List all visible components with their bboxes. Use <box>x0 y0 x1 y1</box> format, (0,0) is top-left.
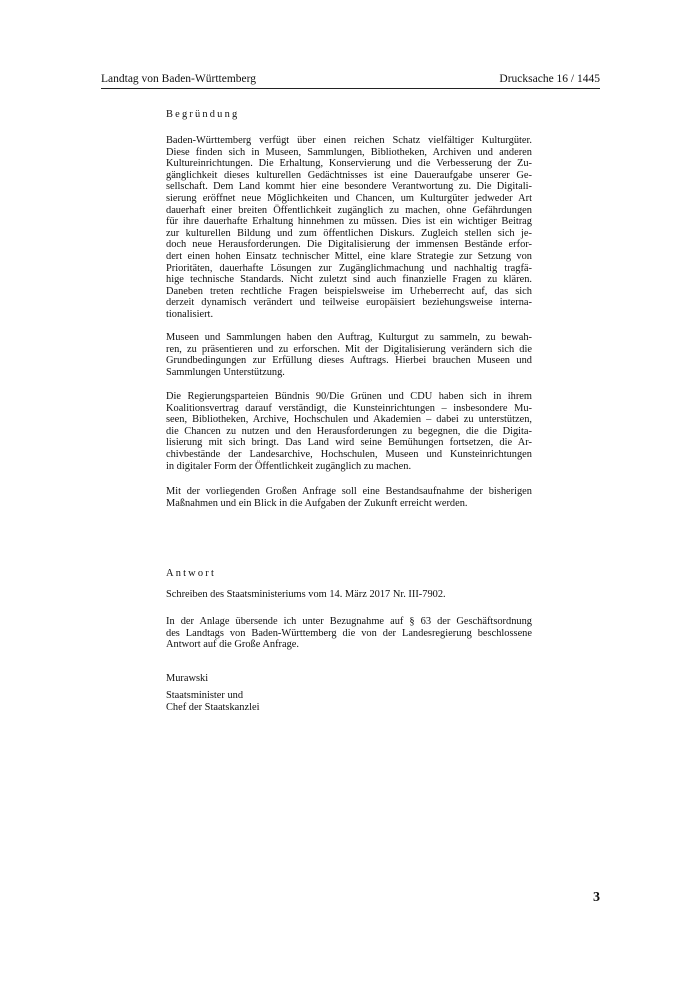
text-line: für ihre dauerhafte Erhaltung hinnehmen zu müssen. Dies ist ein wichtiger Beitrag <box>166 216 532 228</box>
header-parliament-name: Landtag von Baden-Württemberg <box>101 73 256 85</box>
text-line: zur kulturellen Bildung und zum öffentlichen Diskurs. Zugleich stellen sich je- <box>166 227 532 239</box>
text-line: seen, Bibliotheken, Archive, Hochschulen und Akademien – dabei zu unterstützen, <box>166 414 532 426</box>
text-line: Kultureinrichtungen. Die Erhaltung, Konservierung und die Verbesserung der Zu- <box>166 158 532 170</box>
begruendung-paragraph-1 <box>166 135 532 321</box>
header-document-number: Drucksache 16 / 1445 <box>499 73 600 85</box>
text-line: lisierung mit sich bringt. Das Land wird seine Bemühungen fortsetzen, die Ar- <box>166 437 532 449</box>
section-title-antwort: Antwort <box>166 568 217 579</box>
text-line: chivbestände der Landesarchive, Hochschulen, Museen und Kunsteinrichtungen <box>166 448 532 460</box>
text-line: Die Regierungsparteien Bündnis 90/Die Grünen und CDU haben sich in ihrem <box>166 391 532 402</box>
page-number: 3 <box>593 890 600 905</box>
text-line: Chef der Staatskanzlei <box>166 701 260 713</box>
text-line: Maßnahmen und ein Blick in die Aufgaben der Zukunft erreicht werden. <box>166 497 468 509</box>
text-line: tionalisiert. <box>166 308 214 320</box>
text-line: gänglichkeit dieses kulturellen Gedächtnisses ist eine Daueraufgabe unserer Ge- <box>166 169 532 181</box>
text-line: derzeit dynamisch verändert und teilweise europäisiert beziehungsweise interna- <box>166 297 532 309</box>
antwort-paragraph-1 <box>166 589 532 601</box>
signer-name: Murawski <box>166 673 209 684</box>
text-line: ren, zu präsentieren und zu erforschen. Mit der Digitalisierung verändern sich die <box>166 343 532 355</box>
text-line: Sammlungen Unterstützung. <box>166 366 285 378</box>
text-line: hige technische Standards. Nicht zuletzt sind auch finanzielle Fragen zu klären. <box>166 274 532 286</box>
text-line: Baden-Württemberg verfügt über einen reichen Schatz vielfältiger Kulturgüter. <box>166 135 532 146</box>
text-line: doch neue Herausforderungen. Die Digitalisierung der immensen Bestände erfor- <box>166 239 532 251</box>
text-line: In der Anlage übersende ich unter Bezugnahme auf § 63 der Geschäftsordnung <box>166 616 532 627</box>
text-line: die Chancen zu nutzen und den Herausforderungen zu begegnen, die die Digita- <box>166 425 532 437</box>
text-line: Diese finden sich in Museen, Sammlungen, Bibliotheken, Archiven und anderen <box>166 146 532 158</box>
text-line: dauerhaft einer breiten Öffentlichkeit zugänglich zu machen, ohne Gefährdungen <box>166 204 532 216</box>
begruendung-paragraph-4 <box>166 486 532 509</box>
text-line: sellschaft. Dem Land kommt hier eine besondere Verantwortung zu. Die Digitali- <box>166 181 532 193</box>
text-line: dert einen hohen Einsatz technischer Mittel, eine klare Strategie zur Setzung von <box>166 250 532 262</box>
page-header <box>101 72 600 89</box>
signature-name <box>166 673 532 685</box>
begruendung-paragraph-2 <box>166 332 532 378</box>
text-line: sierung eröffnet neue Möglichkeiten und Chancen, um Kulturgüter jedweder Art <box>166 192 532 204</box>
text-line: Museen und Sammlungen haben den Auftrag, Kulturgut zu sammeln, zu bewah- <box>166 332 532 343</box>
text-line: Prioritäten, dauerhafte Lösungen zur Zugänglichmachung und nachhaltig tragfä- <box>166 262 532 274</box>
section-title-begruendung: Begründung <box>166 109 240 120</box>
text-line: Daneben treten rechtliche Fragen beispielsweise im Urheberrecht auf, das sich <box>166 285 532 297</box>
begruendung-paragraph-3 <box>166 391 532 472</box>
text-line: Schreiben des Staatsministeriums vom 14. März 2017 Nr. III-7902. <box>166 589 446 600</box>
text-line: Koalitionsvertrag darauf verständigt, die Kunsteinrichtungen – insbesondere Mu- <box>166 402 532 414</box>
text-line: Antwort auf die Große Anfrage. <box>166 639 300 651</box>
antwort-paragraph-2 <box>166 616 532 651</box>
text-line: Grundbedingungen zur Erfüllung dieses Auftrags. Hierbei brauchen Museen und <box>166 355 532 367</box>
text-line: Mit der vorliegenden Großen Anfrage soll eine Bestandsaufnahme der bisherigen <box>166 486 532 497</box>
signer-role <box>166 690 532 713</box>
text-line: Staatsminister und <box>166 690 244 701</box>
text-line: des Landtags von Baden-Württemberg die von der Landesregierung beschlossene <box>166 627 532 639</box>
text-line: in digitaler Form der Öffentlichkeit zugänglich zu machen. <box>166 460 412 472</box>
